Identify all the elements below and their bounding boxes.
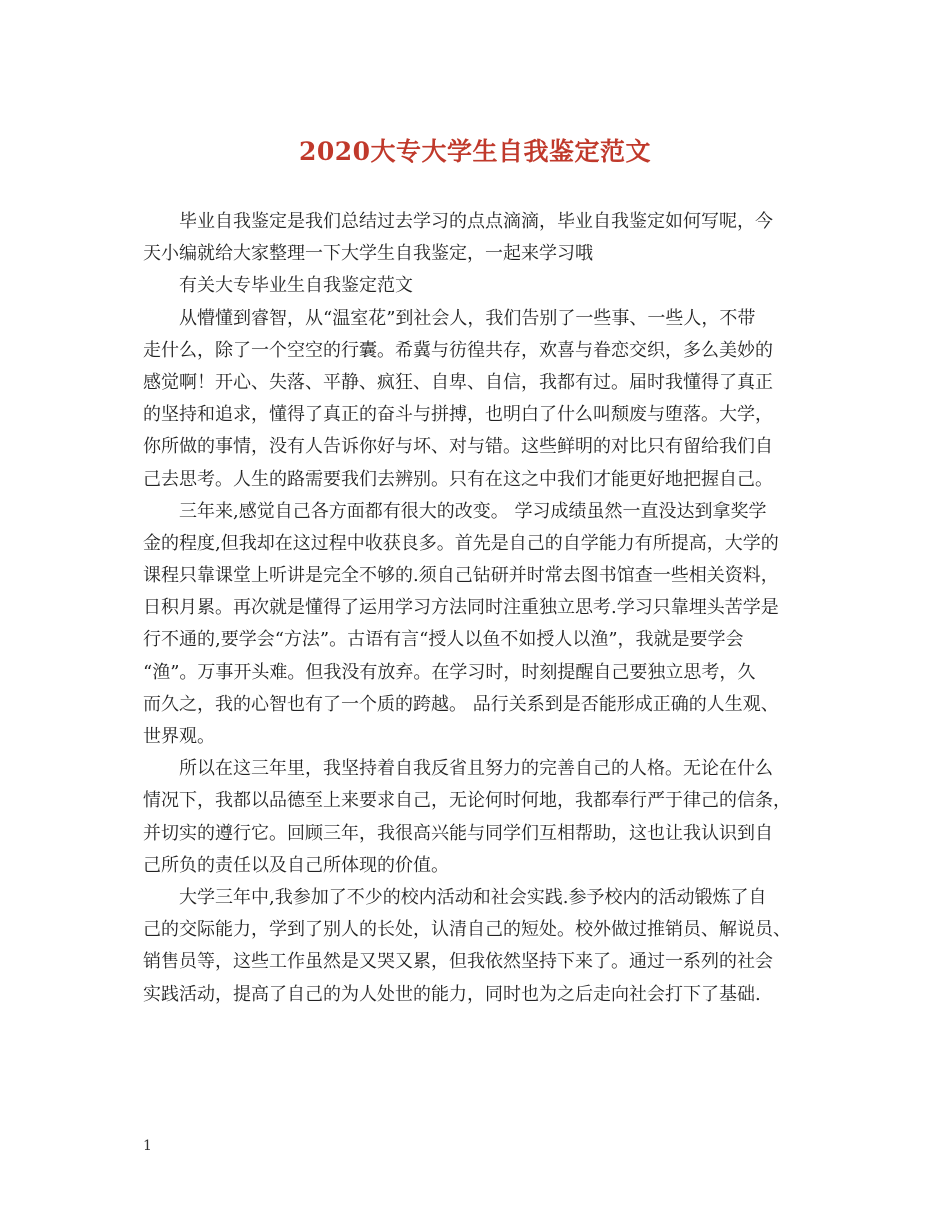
body-line: 走什么，除了一个空空的行囊。希冀与彷徨共存，欢喜与眷恋交织，多么美妙的 (143, 339, 773, 361)
body-line: 感觉啊！开心、失落、平静、疯狂、自卑、自信，我都有过。届时我懂得了真正 (143, 371, 773, 393)
body-line: 毕业自我鉴定是我们总结过去学习的点点滴滴，毕业自我鉴定如何写呢，今 (143, 211, 773, 232)
body-line: 有关大专毕业生自我鉴定范文 (143, 275, 413, 297)
body-line: 三年来,感觉自己各方面都有很大的改变。 学习成绩虽然一直没达到拿奖学 (143, 500, 767, 522)
body-line: 大学三年中,我参加了不少的校内活动和社会实践.参予校内的活动锻炼了自 (143, 886, 767, 908)
body-line: 世界观。 (143, 726, 215, 747)
body-line: 而久之，我的心智也有了一个质的跨越。 品行关系到是否能形成正确的人生观、 (143, 693, 779, 715)
body-line: 情况下，我都以品德至上来要求自己，无论何时何地，我都奉行严于律己的信条， (143, 790, 791, 812)
body-line: 己去思考。人生的路需要我们去辨别。只有在这之中我们才能更好地把握自己。 (143, 468, 773, 490)
body-line: 销售员等，这些工作虽然是又哭又累，但我依然坚持下来了。通过一系列的社会 (143, 951, 773, 973)
body-line: 从懵懂到睿智，从“温室花”到社会人，我们告别了一些事、一些人，不带 (143, 307, 756, 329)
page-number: 1 (143, 1138, 152, 1154)
body-line: 所以在这三年里，我坚持着自我反省且努力的完善自己的人格。无论在什么 (143, 758, 773, 780)
body-line: 金的程度,但我却在这过程中收获良多。首先是自己的自学能力有所提高，大学的 (143, 532, 779, 554)
body-line: 行不通的,要学会“方法”。古语有言“授人以鱼不如授人以渔”，我就是要学会 (143, 629, 744, 651)
body-line: 实践活动，提高了自己的为人处世的能力，同时也为之后走向社会打下了基础. (143, 983, 761, 1005)
body-line: 己所负的责任以及自己所体现的价值。 (143, 854, 449, 876)
body-line: “渔”。万事开头难。但我没有放弃。在学习时，时刻提醒自己要独立思考，久 (143, 661, 756, 683)
document-title: 2020大专大学生自我鉴定范文 (298, 137, 652, 166)
body-line: 己的交际能力，学到了别人的长处，认清自己的短处。校外做过推销员、解说员、 (143, 919, 791, 941)
body-line: 课程只靠课堂上听讲是完全不够的.须自己钻研并时常去图书馆查一些相关资料， (143, 565, 779, 587)
body-line: 日积月累。再次就是懂得了运用学习方法同时注重独立思考.学习只靠埋头苦学是 (143, 597, 779, 619)
body-line: 天小编就给大家整理一下大学生自我鉴定，一起来学习哦 (143, 243, 593, 265)
body-line: 并切实的遵行它。回顾三年，我很高兴能与同学们互相帮助，这也让我认识到自 (143, 822, 773, 844)
body-line: 的坚持和追求，懂得了真正的奋斗与拼搏，也明白了什么叫颓废与堕落。大学， (143, 404, 773, 426)
document-body (143, 206, 815, 1011)
body-line: 你所做的事情，没有人告诉你好与坏、对与错。这些鲜明的对比只有留给我们自 (143, 436, 773, 458)
